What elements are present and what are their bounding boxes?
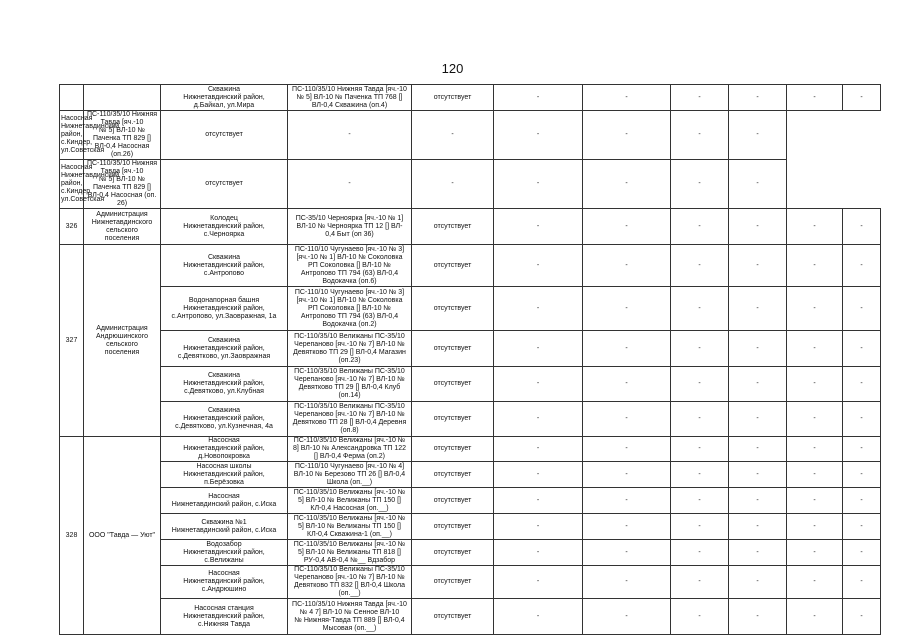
dash-cell: -: [583, 540, 671, 566]
status-cell: отсутствует: [412, 209, 494, 245]
dash-cell: -: [583, 488, 671, 514]
dash-cell: -: [583, 245, 671, 287]
dash-cell: -: [494, 287, 583, 331]
object-cell: Скважина Нижнетавдинский район, с.Девятково, ул.Клубная: [161, 367, 288, 402]
dash-cell: -: [583, 367, 671, 402]
organization-cell: Администрация Нижнетавдинского сельского поселения: [84, 209, 161, 245]
supply-source-cell: ПС-110/35/10 Нижняя Тавда [яч.-10 № 4 7] ВЛ-10 № Сенное ВЛ-10 № Нижняя-Тавда ТП 889 [] ВЛ-0,4 Мысовая (оп.__): [288, 599, 412, 635]
dash-cell: -: [671, 540, 729, 566]
dash-cell: -: [787, 462, 843, 488]
dash-cell: -: [583, 160, 671, 209]
dash-cell: -: [412, 160, 494, 209]
table-row: [60, 540, 881, 566]
dash-cell: -: [787, 514, 843, 540]
dash-cell: -: [729, 462, 787, 488]
dash-cell: -: [494, 437, 583, 462]
status-cell: отсутствует: [412, 331, 494, 367]
table-row: [60, 287, 881, 331]
table-row: [60, 367, 881, 402]
object-cell: Скважина Нижнетавдинский район, с.Антропово: [161, 245, 288, 287]
object-cell: Насосная станция Нижнетавдинский район, с.Нижняя Тавда: [161, 599, 288, 635]
dash-cell: -: [843, 245, 881, 287]
table-row: [60, 111, 881, 160]
status-cell: отсутствует: [412, 514, 494, 540]
supply-source-cell: ПС-110/35/10 Нижняя Тавда [яч.-10 № 5] ВЛ-10 № Паченка ТП 829 [] ВЛ-0,4 Насосная (оп.26): [84, 111, 161, 160]
supply-source-cell: ПС-110/35/10 Велижаны [яч.-10 № 5] ВЛ-10 № Велижаны ТП 150 [] КЛ-0,4 Насосная (оп.__): [288, 488, 412, 514]
supply-source-cell: ПС-110/10 Чугунаево [яч.-10 № 3] [яч.-10 № 1] ВЛ-10 № Соколовка РП Соколовка [] ВЛ-10 № Антропово ТП 794 (63) ВЛ-0,4 Водокачка (оп.6): [288, 245, 412, 287]
table-row: [60, 566, 881, 599]
dash-cell: -: [787, 209, 843, 245]
dash-cell: -: [494, 566, 583, 599]
data-table: [59, 84, 881, 635]
dash-cell: -: [729, 402, 787, 437]
dash-cell: -: [843, 599, 881, 635]
dash-cell: -: [843, 540, 881, 566]
table-row: [60, 245, 881, 287]
organization-cell: Администрация Андрюшинского сельского поселения: [84, 245, 161, 437]
table-row: [60, 402, 881, 437]
dash-cell: -: [787, 287, 843, 331]
supply-source-cell: ПС-110/35/10 Велижаны [яч.-10 № 8] ВЛ-10 № Александровка ТП 122 [] ВЛ-0,4 Ферма (оп.2): [288, 437, 412, 462]
dash-cell: -: [729, 599, 787, 635]
dash-cell: -: [494, 245, 583, 287]
dash-cell: -: [671, 402, 729, 437]
dash-cell: -: [494, 599, 583, 635]
supply-source-cell: ПС-35/10 Черноярка [яч.-10 № 1] ВЛ-10 № Черноярка ТП 12 [] ВЛ- 0,4 Быт (оп 36): [288, 209, 412, 245]
dash-cell: -: [843, 566, 881, 599]
row-number-cell: 326: [60, 209, 84, 245]
dash-cell: -: [843, 437, 881, 462]
supply-source-cell: ПС-110/10 Чугунаево [яч.-10 № 3] [яч.-10 № 1] ВЛ-10 № Соколовка РП Соколовка [] ВЛ-10 № Антропово ТП 794 (63) ВЛ-0,4 Водокачка (оп.2): [288, 287, 412, 331]
organization-cell: ООО "Тавда — Уют": [84, 437, 161, 635]
status-cell: отсутствует: [412, 599, 494, 635]
dash-cell: -: [671, 85, 729, 111]
dash-cell: -: [787, 599, 843, 635]
supply-source-cell: ПС-110/35/10 Велижаны ПС-35/10 Черепаново [яч.-10 № 7] ВЛ-10 № Девятково ТП 29 [] ВЛ-0,4 Клуб (оп.14): [288, 367, 412, 402]
dash-cell: -: [583, 437, 671, 462]
dash-cell: -: [671, 160, 729, 209]
dash-cell: -: [787, 367, 843, 402]
status-cell: отсутствует: [412, 245, 494, 287]
table-row: [60, 599, 881, 635]
dash-cell: -: [787, 331, 843, 367]
row-number-cell: [60, 85, 84, 111]
status-cell: отсутствует: [412, 488, 494, 514]
object-cell: Скважина Нижнетавдинский район, с.Девятково, ул.Кузнечная, 4а: [161, 402, 288, 437]
dash-cell: -: [729, 488, 787, 514]
object-cell: Насосная Нижнетавдинский район, с.Киндер, ул.Советская: [60, 160, 84, 209]
dash-cell: -: [843, 488, 881, 514]
dash-cell: -: [494, 111, 583, 160]
dash-cell: -: [494, 331, 583, 367]
dash-cell: -: [583, 514, 671, 540]
dash-cell: -: [729, 331, 787, 367]
dash-cell: -: [671, 209, 729, 245]
dash-cell: -: [729, 160, 787, 209]
dash-cell: -: [729, 209, 787, 245]
dash-cell: -: [671, 462, 729, 488]
object-cell: Колодец Нижнетавдинский район, с.Черноярка: [161, 209, 288, 245]
dash-cell: -: [671, 245, 729, 287]
dash-cell: -: [729, 514, 787, 540]
dash-cell: -: [787, 245, 843, 287]
supply-source-cell: ПС-110/35/10 Нижняя Тавда [яч.-10 № 5] ВЛ-10 № Паченка ТП 829 [] ВЛ-0,4 Насосная (оп. 26): [84, 160, 161, 209]
dash-cell: -: [671, 437, 729, 462]
dash-cell: -: [843, 331, 881, 367]
object-cell: Насосная Нижнетавдинский район, д.Новопокровка: [161, 437, 288, 462]
object-cell: Насосная Нижнетавдинский район, с.Киндер, ул.Советская: [60, 111, 84, 160]
dash-cell: -: [288, 111, 412, 160]
dash-cell: -: [671, 599, 729, 635]
dash-cell: -: [412, 111, 494, 160]
dash-cell: -: [729, 287, 787, 331]
status-cell: отсутствует: [161, 160, 288, 209]
table-row: [60, 160, 881, 209]
object-cell: Водозабор Нижнетавдинский район, с.Велижаны: [161, 540, 288, 566]
dash-cell: -: [583, 111, 671, 160]
dash-cell: -: [494, 514, 583, 540]
dash-cell: -: [843, 402, 881, 437]
supply-source-cell: ПС-110/35/10 Нижняя Тавда [яч.-10 № 5] ВЛ-10 № Паченка ТП 768 [] ВЛ-0,4 Скважина (оп.4): [288, 85, 412, 111]
dash-cell: -: [787, 566, 843, 599]
status-cell: отсутствует: [161, 111, 288, 160]
dash-cell: -: [671, 488, 729, 514]
dash-cell: -: [729, 437, 787, 462]
dash-cell: -: [729, 367, 787, 402]
dash-cell: -: [583, 566, 671, 599]
status-cell: отсутствует: [412, 287, 494, 331]
supply-source-cell: ПС-110/35/10 Велижаны ПС-35/10 Черепаново [яч.-10 № 7] ВЛ-10 № Девятково ТП 832 [] ВЛ-0,4 Школа (оп.__): [288, 566, 412, 599]
dash-cell: -: [583, 462, 671, 488]
dash-cell: -: [729, 245, 787, 287]
object-cell: Насосная Нижнетавдинский район, с.Иска: [161, 488, 288, 514]
supply-source-cell: ПС-110/35/10 Велижаны [яч.-10 № 5] ВЛ-10 № Велижаны ТП 818 [] РУ-0,4 АВ-0,4 №__ Вдзабор: [288, 540, 412, 566]
dash-cell: -: [787, 437, 843, 462]
object-cell: Скважина Нижнетавдинский район, с.Девятково, ул.Заовражная: [161, 331, 288, 367]
dash-cell: -: [583, 287, 671, 331]
object-cell: Насосная школы Нижнетавдинский район, п.Берёзовка: [161, 462, 288, 488]
row-number-cell: 328: [60, 437, 84, 635]
dash-cell: -: [843, 462, 881, 488]
dash-cell: -: [494, 160, 583, 209]
dash-cell: -: [843, 514, 881, 540]
supply-source-cell: ПС-110/35/10 Велижаны ПС-35/10 Черепаново [яч.-10 № 7] ВЛ-10 № Девятково ТП 28 [] ВЛ-0,4 Деревня (оп.8): [288, 402, 412, 437]
dash-cell: -: [843, 85, 881, 111]
dash-cell: -: [671, 287, 729, 331]
object-cell: Водонапорная башня Нижнетавдинский район, с.Антропово, ул.Заовражная, 1а: [161, 287, 288, 331]
dash-cell: -: [671, 111, 729, 160]
dash-cell: -: [583, 209, 671, 245]
object-cell: Скважина Нижнетавдинский район, д.Байкал, ул.Мира: [161, 85, 288, 111]
dash-cell: -: [843, 209, 881, 245]
status-cell: отсутствует: [412, 462, 494, 488]
dash-cell: -: [671, 514, 729, 540]
status-cell: отсутствует: [412, 540, 494, 566]
supply-source-cell: ПС-110/35/10 Велижаны ПС-35/10 Черепаново [яч.-10 № 7] ВЛ-10 № Девятково ТП 29 [] ВЛ-0,4 Магазин (оп.23): [288, 331, 412, 367]
dash-cell: -: [583, 331, 671, 367]
dash-cell: -: [729, 85, 787, 111]
dash-cell: -: [494, 462, 583, 488]
table-row: [60, 85, 881, 111]
dash-cell: -: [494, 540, 583, 566]
dash-cell: -: [671, 331, 729, 367]
dash-cell: -: [729, 540, 787, 566]
row-number-cell: 327: [60, 245, 84, 437]
dash-cell: -: [288, 160, 412, 209]
dash-cell: -: [843, 287, 881, 331]
dash-cell: -: [583, 85, 671, 111]
dash-cell: -: [729, 566, 787, 599]
organization-cell: [84, 85, 161, 111]
table-row: [60, 488, 881, 514]
status-cell: отсутствует: [412, 85, 494, 111]
supply-source-cell: ПС-110/10 Чугунаево [яч.-10 № 4] ВЛ-10 № Березово ТП 26 [] ВЛ-0,4 Школа (оп.__): [288, 462, 412, 488]
dash-cell: -: [671, 367, 729, 402]
status-cell: отсутствует: [412, 437, 494, 462]
dash-cell: -: [787, 402, 843, 437]
dash-cell: -: [494, 488, 583, 514]
object-cell: Скважина №1 Нижнетавдинский район, с.Иска: [161, 514, 288, 540]
dash-cell: -: [787, 488, 843, 514]
dash-cell: -: [494, 402, 583, 437]
dash-cell: -: [787, 85, 843, 111]
object-cell: Насосная Нижнетавдинский район, с.Андрюшино: [161, 566, 288, 599]
page-number: 120: [441, 61, 464, 76]
dash-cell: -: [729, 111, 787, 160]
table-row: [60, 209, 881, 245]
table-row: [60, 437, 881, 462]
table-row: [60, 331, 881, 367]
dash-cell: -: [671, 566, 729, 599]
status-cell: отсутствует: [412, 367, 494, 402]
status-cell: отсутствует: [412, 402, 494, 437]
dash-cell: -: [494, 209, 583, 245]
dash-cell: -: [583, 599, 671, 635]
dash-cell: -: [583, 402, 671, 437]
table-row: [60, 514, 881, 540]
dash-cell: -: [494, 367, 583, 402]
dash-cell: -: [843, 367, 881, 402]
dash-cell: -: [787, 540, 843, 566]
status-cell: отсутствует: [412, 566, 494, 599]
supply-source-cell: ПС-110/35/10 Велижаны [яч.-10 № 5] ВЛ-10 № Велижаны ТП 150 [] КЛ-0,4 Скважина-1 (оп.__): [288, 514, 412, 540]
dash-cell: -: [494, 85, 583, 111]
table-row: [60, 462, 881, 488]
